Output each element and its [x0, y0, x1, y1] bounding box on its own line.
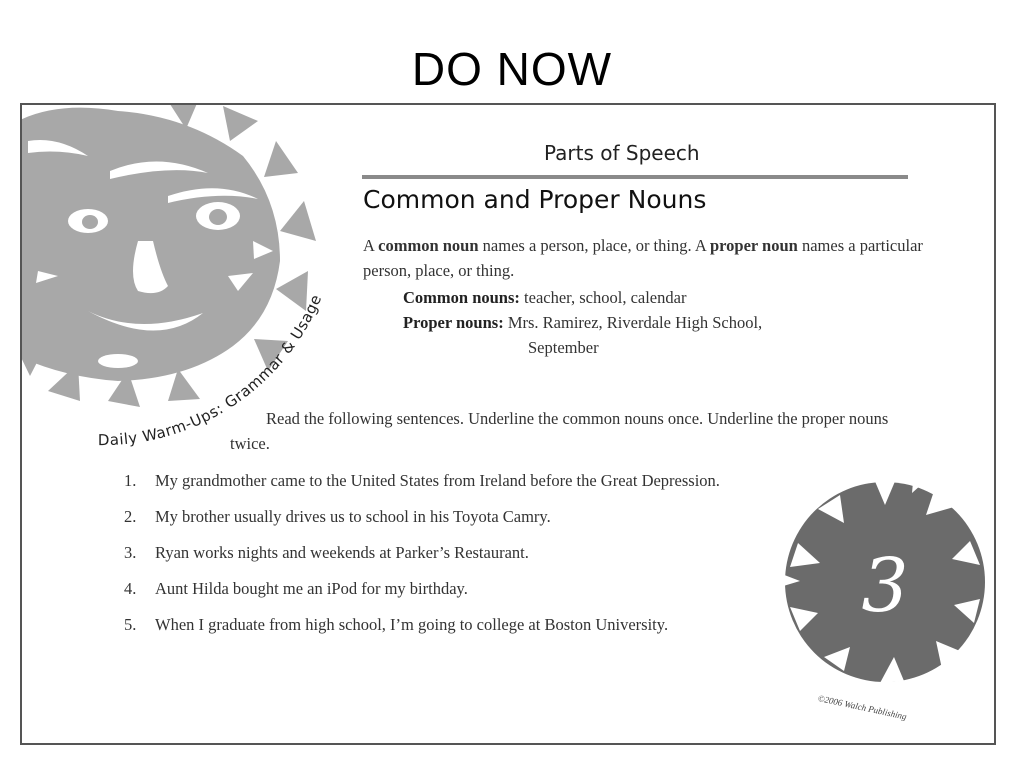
proper-nouns-label: Proper nouns:	[403, 313, 504, 332]
slide-title: DO NOW	[411, 43, 613, 95]
worksheet-heading: Common and Proper Nouns	[363, 185, 707, 214]
common-nouns-label: Common nouns:	[403, 288, 520, 307]
badge-number: 3	[861, 543, 909, 629]
arc-text: Daily Warm-Ups: Grammar & Usage	[97, 291, 326, 450]
item-text: Ryan works nights and weekends at Parker’s Restaurant.	[155, 543, 529, 562]
common-nouns-values: teacher, school, calendar	[519, 288, 687, 307]
section-divider	[362, 175, 908, 179]
item-number: 5.	[124, 615, 137, 634]
copyright-notice: ©2006 Walch Publishing	[816, 693, 908, 722]
item-number: 1.	[124, 471, 137, 490]
proper-nouns-example	[403, 310, 762, 335]
proper-nouns-values: Mrs. Ramirez, Riverdale High School,	[503, 313, 763, 332]
definition-part: names a particular person, place, or thing.	[363, 236, 923, 280]
section-header: Parts of Speech	[544, 141, 700, 165]
definition-part: A	[363, 236, 379, 255]
list-item	[124, 612, 724, 637]
item-text: My grandmother came to the United States from Ireland before the Great Depression.	[155, 471, 720, 490]
instructions	[230, 406, 930, 456]
item-text: When I graduate from high school, I’m going to college at Boston University.	[155, 615, 669, 634]
proper-noun-term: proper noun	[709, 236, 798, 255]
item-text: Aunt Hilda bought me an iPod for my birthday.	[155, 579, 468, 598]
common-noun-term: common noun	[378, 236, 479, 255]
list-item	[124, 504, 724, 529]
item-number: 4.	[124, 579, 137, 598]
proper-nouns-continued: September	[528, 338, 599, 357]
instructions-text: Read the following sentences. Underline the common nouns once. Underline the proper nouns twice.	[230, 409, 889, 453]
sentence-list	[124, 468, 724, 648]
item-number: 2.	[124, 507, 137, 526]
item-text: My brother usually drives us to school in his Toyota Camry.	[155, 507, 551, 526]
list-item	[124, 576, 724, 601]
definition-text	[363, 233, 923, 283]
definition-part: names a person, place, or thing. A	[478, 236, 710, 255]
worksheet-frame	[20, 103, 996, 745]
common-nouns-example	[403, 285, 686, 310]
item-number: 3.	[124, 543, 137, 562]
list-item	[124, 540, 724, 565]
day-number-badge	[774, 471, 996, 693]
list-item	[124, 468, 724, 493]
